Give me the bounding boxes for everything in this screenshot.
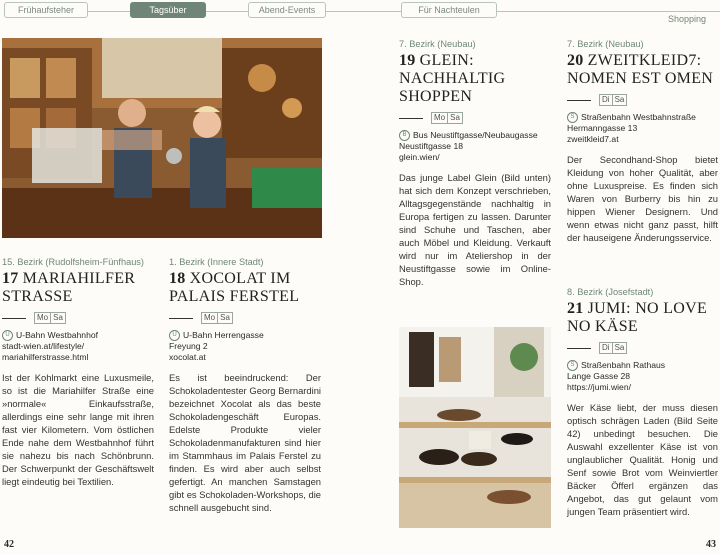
tram-icon: S <box>567 360 578 371</box>
page-number-left: 42 <box>4 539 14 550</box>
entry-name: GLEIN: NACHHALTIG SHOPPEN <box>399 52 506 105</box>
transit-info <box>169 330 321 341</box>
day-to: Sa <box>51 312 66 324</box>
address-line: Freyung 2 <box>169 341 208 351</box>
opening-days <box>567 342 718 354</box>
day-from: Mo <box>34 312 51 324</box>
tab-fruehaufsteher[interactable]: Frühaufsteher <box>4 2 88 18</box>
day-from: Mo <box>431 112 448 124</box>
day-to: Sa <box>613 342 628 354</box>
entry-body: Der Secondhand-Shop bietet Kleidung von hoher Qualität, aber ohne Luxuspreise. Es finden sich Waren von Burberry bis hin zu hippen Wiener Designern. Und wenn etwas nicht ganz passt, hilft der hauseigene Änderungsservice. <box>567 154 718 243</box>
transit-info <box>567 360 718 371</box>
cheese-shop-photo <box>2 38 322 238</box>
entry-title <box>169 270 321 306</box>
entry-21 <box>567 286 718 518</box>
transit-icon: U <box>2 330 13 341</box>
entry-name: MARIAHILFER STRASSE <box>2 270 136 305</box>
entry-name: JUMI: NO LOVE NO KÄSE <box>567 300 708 335</box>
address-line: stadt-wien.at/lifestyle/ <box>2 341 85 351</box>
entry-district: 7. Bezirk (Neubau) <box>567 39 644 49</box>
day-from: Mo <box>201 312 218 324</box>
entry-18 <box>169 256 321 514</box>
website-link[interactable]: zweitkleid7.at <box>567 134 619 144</box>
opening-days <box>399 112 551 124</box>
website-link[interactable]: xocolat.at <box>169 352 206 362</box>
entry-name: ZWEITKLEID7: NOMEN EST OMEN <box>567 52 714 87</box>
tram-icon: S <box>567 112 578 123</box>
address-line: Neustiftgasse 18 <box>399 141 464 151</box>
address-line: Lange Gasse 28 <box>567 371 631 381</box>
chapter-tabs <box>0 2 720 18</box>
entry-17 <box>2 256 154 488</box>
day-to: Sa <box>218 312 233 324</box>
entry-title <box>567 52 718 88</box>
transit-stop: U-Bahn Westbahnhof <box>16 330 99 340</box>
website-link[interactable]: mariahilferstrasse.html <box>2 352 89 362</box>
opening-days <box>169 312 321 324</box>
entry-number: 18 <box>169 270 186 287</box>
entry-title <box>567 300 718 336</box>
transit-icon: U <box>169 330 180 341</box>
entry-name: XOCOLAT IM PALAIS FERSTEL <box>169 270 300 305</box>
website-link[interactable]: glein.wien/ <box>399 152 440 162</box>
entry-body: Wer Käse liebt, der muss diesen optisch schrägen Laden (Bild Seite 42) unbedingt besuchen. Die Auswahl exzellenter Käse ist von unglaublicher Qualität. Honig und Senf sowie Brot vom Weinviertler Bäcker Öfferl ergänzen das Angebot, das gut gelaunt vom jungen Team präsentiert wird. <box>567 402 718 517</box>
entry-district: 8. Bezirk (Josefstadt) <box>567 287 654 297</box>
entry-number: 20 <box>567 52 584 69</box>
transit-info <box>2 330 154 341</box>
opening-days <box>2 312 154 324</box>
transit-stop: U-Bahn Herrengasse <box>183 330 264 340</box>
entry-number: 17 <box>2 270 19 287</box>
transit-info <box>567 112 718 123</box>
transit-stop: Straßenbahn Westbahnstraße <box>581 112 696 122</box>
tab-tagsueber[interactable]: Tagsüber <box>130 2 206 18</box>
transit-stop: Straßenbahn Rathaus <box>581 360 666 370</box>
transit-stop: Bus Neustiftgasse/Neubaugasse <box>413 130 538 140</box>
opening-days <box>567 94 718 106</box>
day-from: Di <box>599 342 613 354</box>
tab-fuer-nachteulen[interactable]: Für Nachteulen <box>401 2 497 18</box>
entry-19 <box>399 38 551 288</box>
website-link[interactable]: https://jumi.wien/ <box>567 382 631 392</box>
day-from: Di <box>599 94 613 106</box>
transit-info <box>399 130 551 141</box>
entry-district: 15. Bezirk (Rudolfsheim-Fünfhaus) <box>2 257 144 267</box>
entry-20 <box>567 38 718 244</box>
entry-body: Ist der Kohlmarkt eine Luxusmeile, so ist die Mariahilfer Straße eine »normale« Einkaufsstraße, allerdings eine sehr lange mit ihren fast vier Kilometern. Vom östlichen Ende nahe dem Westbahnhof führt sie nahezu bis nach Schönbrunn. Der Schwerpunkt der Geschäftswelt liegt eindeutig bei Textilien. <box>2 372 154 487</box>
tab-abend-events[interactable]: Abend-Events <box>248 2 326 18</box>
entry-title <box>2 270 154 306</box>
entry-number: 19 <box>399 52 416 69</box>
shoe-shop-photo <box>399 327 551 528</box>
page-number-right: 43 <box>706 539 716 550</box>
day-to: Sa <box>448 112 463 124</box>
section-label: Shopping <box>667 14 706 24</box>
entry-district: 1. Bezirk (Innere Stadt) <box>169 257 264 267</box>
entry-body: Das junge Label Glein (Bild unten) hat sich dem Konzept verschrieben, Alltagsgegenstände nachhaltig in Europa fertigen zu lassen. Darunter sind Schuhe und Taschen, aber auch Möbel und Kleidung. Verkauft wird nur im Ateliershop in der Neustiftgasse sowie im Online-Shop. <box>399 172 551 287</box>
entry-title <box>399 52 551 106</box>
bus-icon: B <box>399 130 410 141</box>
entry-number: 21 <box>567 300 584 317</box>
day-to: Sa <box>613 94 628 106</box>
entry-district: 7. Bezirk (Neubau) <box>399 39 476 49</box>
entry-body: Es ist beeindruckend: Der Schokoladentester Georg Bernardini bezeichnet Xocolat als das beste Schokoladengeschäft Europas. Edelste Produkte vieler Schokoladenmanufakturen sind hier im Stammhaus im Palais Ferstel zu finden. Es wird aber auch selbst gefertigt. An manchen Samstagen gibt es Schokoladen-Workshops, die schnell ausgebucht sind. <box>169 372 321 513</box>
address-line: Hermanngasse 13 <box>567 123 638 133</box>
